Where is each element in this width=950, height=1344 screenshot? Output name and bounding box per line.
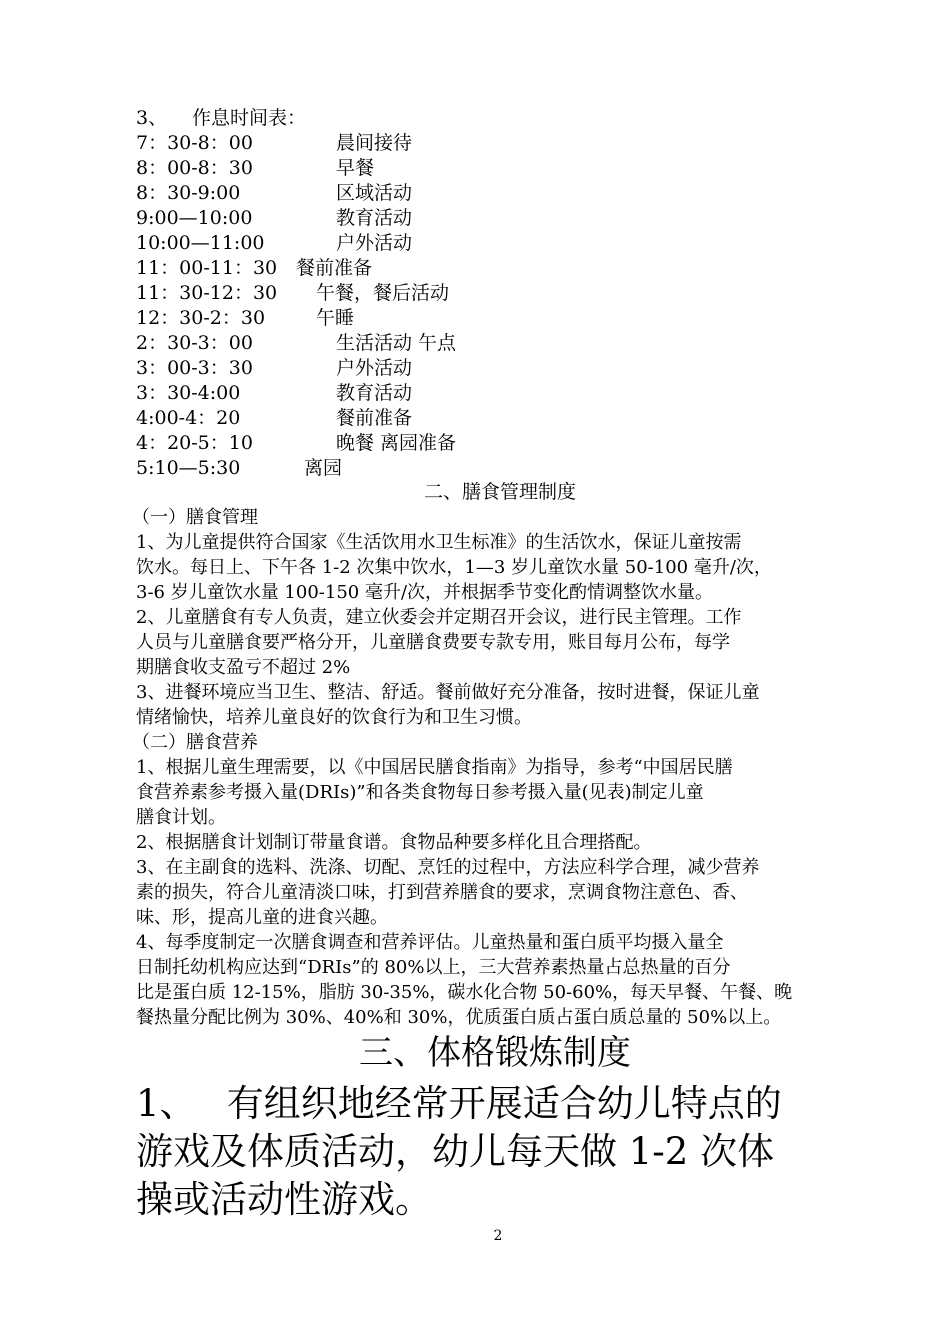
paragraph-line: 情绪愉快，培养儿童良好的饮食行为和卫生习惯。 xyxy=(136,707,532,728)
paragraph-line: 游戏及体质活动，幼儿每天做 1-2 次体 xyxy=(136,1130,775,1173)
schedule-activity: 晨间接待 xyxy=(336,132,413,154)
schedule-row xyxy=(136,281,836,306)
paragraph-line: 膳食计划。 xyxy=(136,807,226,828)
schedule-activity: 午餐，餐后活动 xyxy=(316,282,450,304)
schedule-activity: 早餐 xyxy=(336,157,375,179)
schedule-row xyxy=(136,131,836,156)
section3-title: 三、体格锻炼制度 xyxy=(359,1033,631,1073)
schedule-row xyxy=(136,356,836,381)
schedule-time: 9:00—10:00 xyxy=(136,207,253,229)
schedule-heading-number: 3、 xyxy=(136,107,168,129)
schedule-row xyxy=(136,306,836,331)
subsection-diet-nutrition: （二）膳食营养 xyxy=(132,732,258,753)
schedule-time: 4:00-4：20 xyxy=(136,407,241,429)
schedule-activity: 生活活动 午点 xyxy=(336,332,457,354)
paragraph-line: 期膳食收支盈亏不超过 2% xyxy=(136,657,351,678)
paragraph xyxy=(136,755,861,830)
schedule-time: 5:10—5:30 xyxy=(136,457,241,479)
schedule-time: 4：20-5：10 xyxy=(136,432,253,454)
schedule-block xyxy=(136,106,836,481)
schedule-time: 2：30-3：00 xyxy=(136,332,253,354)
schedule-rows xyxy=(136,131,836,481)
paragraph-line: 2、儿童膳食有专人负责，建立伙委会并定期召开会议，进行民主管理。工作 xyxy=(136,607,742,628)
schedule-row xyxy=(136,331,836,356)
schedule-activity: 户外活动 xyxy=(336,357,413,379)
paragraph-line: 素的损失，符合儿童清淡口味，打到营养膳食的要求，烹调食物注意色、香、 xyxy=(136,882,748,903)
paragraph-line: 操或活动性游戏。 xyxy=(136,1178,432,1221)
schedule-time: 3：30-4:00 xyxy=(136,382,241,404)
paragraph-line: 比是蛋白质 12-15%，脂肪 30-35%，碳水化合物 50-60%，每天早餐、午餐、晚 xyxy=(136,982,793,1003)
schedule-activity: 区域活动 xyxy=(336,182,413,204)
paragraph-line: 饮水。每日上、下午各 1-2 次集中饮水，1—3 岁儿童饮水量 50-100 毫升/次， xyxy=(136,557,772,578)
paragraph-line: 1、为儿童提供符合国家《生活饮用水卫生标准》的生活饮水，保证儿童按需 xyxy=(136,532,742,553)
schedule-time: 8：30-9:00 xyxy=(136,182,241,204)
paragraph-line: 3、进餐环境应当卫生、整洁、舒适。餐前做好充分准备，按时进餐，保证儿童 xyxy=(136,682,760,703)
schedule-time: 8：00-8：30 xyxy=(136,157,253,179)
paragraph xyxy=(136,605,861,680)
schedule-row xyxy=(136,406,836,431)
paragraph-line: 2、根据膳食计划制订带量食谱。食物品种要多样化且合理搭配。 xyxy=(136,832,652,853)
schedule-activity: 教育活动 xyxy=(336,382,413,404)
schedule-row xyxy=(136,456,836,481)
paragraph-line: 3-6 岁儿童饮水量 100-150 毫升/次，并根据季节变化酌情调整饮水量。 xyxy=(136,582,714,603)
schedule-activity: 午睡 xyxy=(316,307,355,329)
paragraph-line: 1、根据儿童生理需要，以《中国居民膳食指南》为指导，参考“中国居民膳 xyxy=(136,757,733,778)
schedule-activity: 离园 xyxy=(304,457,343,479)
schedule-time: 7：30-8：00 xyxy=(136,132,253,154)
paragraph-line: 人员与儿童膳食要严格分开，儿童膳食费要专款专用，账目每月公布，每学 xyxy=(136,632,730,653)
paragraph xyxy=(136,830,861,855)
schedule-time: 10:00—11:00 xyxy=(136,232,265,254)
schedule-row xyxy=(136,256,836,281)
schedule-heading xyxy=(136,106,836,131)
paragraph-line: 餐热量分配比例为 30%、40%和 30%，优质蛋白质占蛋白质总量的 50%以上。 xyxy=(136,1007,782,1028)
schedule-row xyxy=(136,156,836,181)
schedule-row xyxy=(136,206,836,231)
paragraph xyxy=(136,680,861,730)
paragraph-line: 味、形，提高儿童的进食兴趣。 xyxy=(136,907,388,928)
schedule-activity: 餐前准备 xyxy=(296,257,373,279)
schedule-activity: 餐前准备 xyxy=(336,407,413,429)
schedule-heading-text: 作息时间表： xyxy=(192,107,307,129)
section3-body xyxy=(136,1080,866,1224)
section2-body xyxy=(132,505,861,1030)
schedule-row xyxy=(136,181,836,206)
paragraph-line: 日制托幼机构应达到“DRIs”的 80%以上，三大营养素热量占总热量的百分 xyxy=(136,957,731,978)
paragraph-line: 食营养素参考摄入量(DRIs)”和各类食物每日参考摄入量(见表)制定儿童 xyxy=(136,782,704,803)
paragraph xyxy=(136,855,861,930)
schedule-time: 3：00-3：30 xyxy=(136,357,253,379)
paragraph-line: 4、每季度制定一次膳食调查和营养评估。儿童热量和蛋白质平均摄入量全 xyxy=(136,932,724,953)
schedule-time: 12：30-2：30 xyxy=(136,307,266,329)
page-number: 2 xyxy=(493,1228,503,1244)
schedule-row xyxy=(136,381,836,406)
paragraph-line: 3、在主副食的选料、洗涤、切配、烹饪的过程中，方法应科学合理，减少营养 xyxy=(136,857,760,878)
paragraph-line: 1、 有组织地经常开展适合幼儿特点的 xyxy=(136,1082,782,1125)
paragraph xyxy=(136,530,861,605)
subsection-diet-management: （一）膳食管理 xyxy=(132,507,258,528)
schedule-activity: 教育活动 xyxy=(336,207,413,229)
schedule-activity: 户外活动 xyxy=(336,232,413,254)
schedule-time: 11：00-11：30 xyxy=(136,257,278,279)
paragraph xyxy=(136,930,861,1030)
schedule-time: 11：30-12：30 xyxy=(136,282,278,304)
section2-title: 二、膳食管理制度 xyxy=(423,481,576,503)
schedule-row xyxy=(136,431,836,456)
schedule-activity: 晚餐 离园准备 xyxy=(336,432,457,454)
schedule-row xyxy=(136,231,836,256)
